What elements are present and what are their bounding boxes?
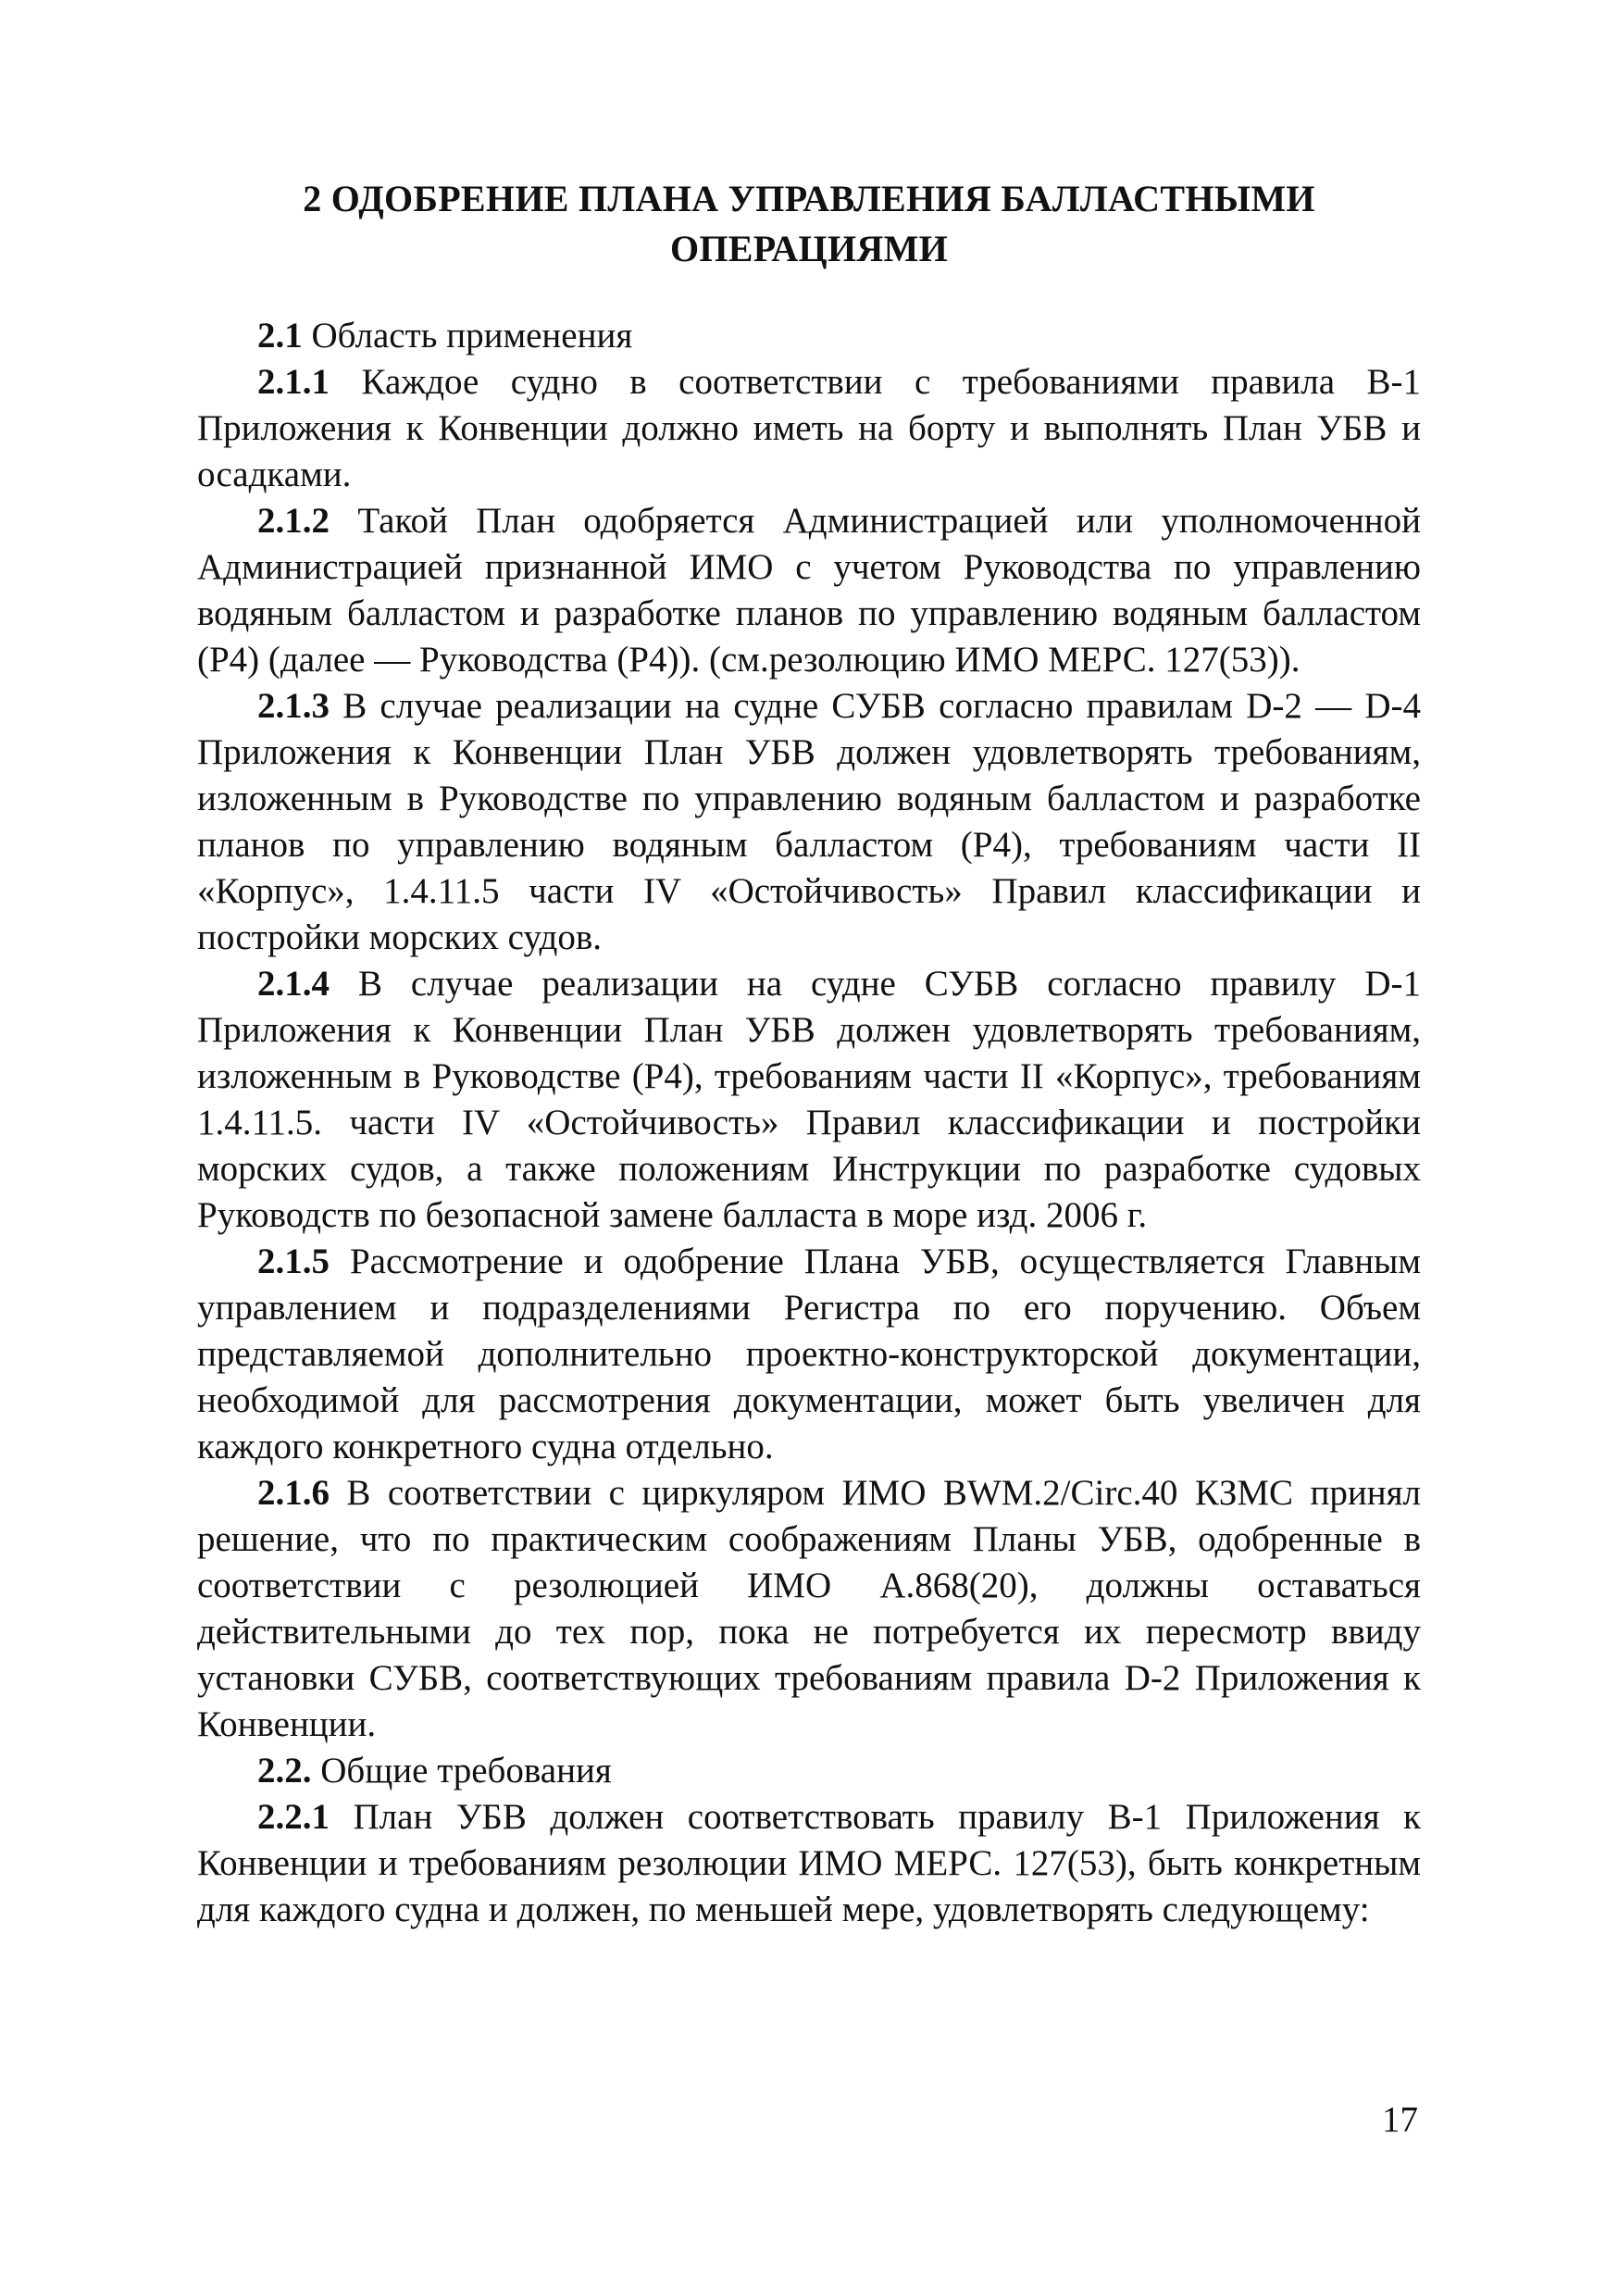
clause-number: 2.2.1 [257,1797,330,1837]
clause-number: 2.1.3 [257,686,330,726]
paragraph [197,683,1421,961]
clause-number: 2.2. [257,1751,312,1791]
paragraph [197,961,1421,1239]
paragraph [197,313,1421,359]
paragraph [197,498,1421,683]
paragraph [197,1239,1421,1470]
paragraph [197,1470,1421,1748]
section-heading-line-2: ОПЕРАЦИЯМИ [669,228,949,269]
paragraph-text: В соответствии с циркуляром ИМО BWM.2/Circ.40 КЗМС принял решение, что по практическим соображениям Планы УБВ, одобренные в соответствии с резолюцией ИМО А.868(20), должны оставаться действительными до тех пор, пока не потребуется их пересмотр ввиду установки СУБВ, соответствующих требованиям правила D-2 Приложения к Конвенции. [197,1473,1421,1744]
paragraph-text: В случае реализации на судне СУБВ согласно правилу D-1 Приложения к Конвенции План УБВ должен удовлетворять требованиям, изложенным в Руководстве (Р4), требованиям части II «Корпус», требованиям 1.4.11.5. части IV «Остойчивость» Правил классификации и постройки морских судов, а также положениям Инструкции по разработке судовых Руководств по безопасной замене балласта в море изд. 2006 г. [197,964,1421,1235]
clause-number: 2.1.2 [257,501,330,541]
section-heading-line-1: 2 ОДОБРЕНИЕ ПЛАНА УПРАВЛЕНИЯ БАЛЛАСТНЫМИ [303,178,1315,219]
paragraph [197,1794,1421,1933]
clause-number: 2.1.4 [257,964,330,1004]
clause-number: 2.1.1 [257,362,330,402]
body-text [197,313,1421,1933]
paragraph-text: План УБВ должен соответствовать правилу В-1 Приложения к Конвенции и требованиям резолюции ИМО МЕРС. 127(53), быть конкретным для каждого судна и должен, по меньшей мере, удовлетворять следующему: [197,1797,1421,1929]
clause-number: 2.1 [257,316,303,356]
paragraph [197,359,1421,498]
page-number: 17 [1382,2100,1418,2140]
paragraph-text: Область применения [302,316,633,356]
clause-number: 2.1.6 [257,1473,330,1513]
clause-number: 2.1.5 [257,1242,330,1281]
paragraph-text: Такой План одобряется Администрацией или уполномоченной Администрацией признанной ИМО с учетом Руководства по управлению водяным балластом и разработке планов по управлению водяным балластом (Р4) (далее — Руководства (Р4)). (см.резолюцию ИМО МЕРС. 127(53)). [197,501,1421,680]
section-heading [185,174,1433,274]
paragraph-text: В случае реализации на судне СУБВ согласно правилам D-2 — D-4 Приложения к Конвенции План УБВ должен удовлетворять требованиям, изложенным в Руководстве по управлению водяным балластом и разработке планов по управлению водяным балластом (Р4), требованиям части II «Корпус», 1.4.11.5 части IV «Остойчивость» Правил классификации и постройки морских судов. [197,686,1421,957]
paragraph-text: Рассмотрение и одобрение Плана УБВ, осуществляется Главным управлением и подразделениями Регистра по его поручению. Объем представляемой дополнительно проектно-конструкторской документации, необходимой для рассмотрения документации, может быть увеличен для каждого конкретного судна отдельно. [197,1242,1421,1466]
paragraph-text: Общие требования [311,1751,612,1791]
paragraph-text: Каждое судно в соответствии с требованиями правила В-1 Приложения к Конвенции должно иметь на борту и выполнять План УБВ и осадками. [197,362,1421,494]
paragraph [197,1748,1421,1794]
